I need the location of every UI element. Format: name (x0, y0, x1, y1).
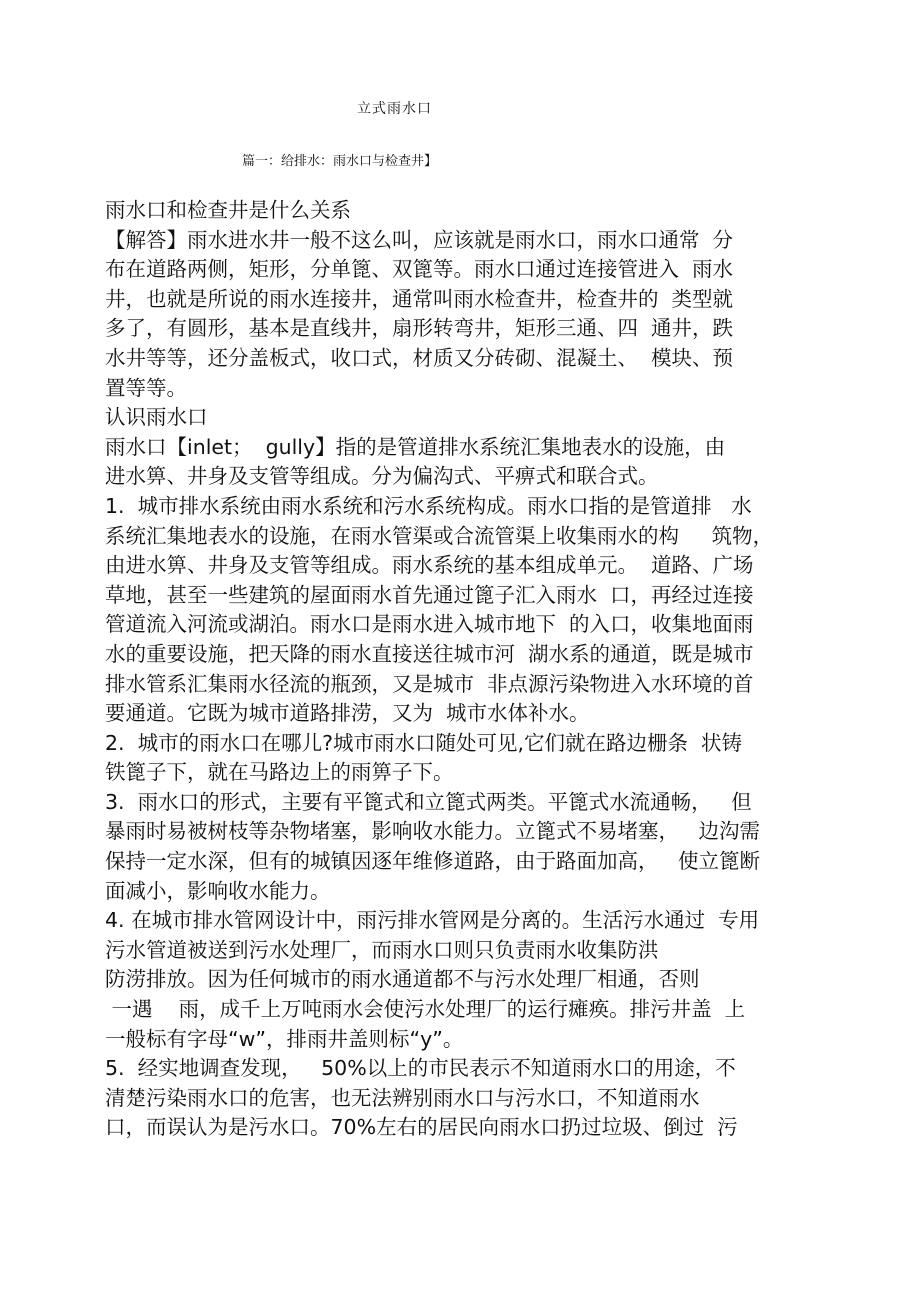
body-line: 草地，甚至一些建筑的屋面雨水首先通过篦子汇入雨水 口，再经过连接 (105, 582, 754, 607)
body-line: 防涝排放。因为任何城市的雨水通道都不与污水处理厂相通，否则 (105, 967, 700, 992)
section-heading: 认识雨水口 (105, 405, 208, 430)
body-line: 雨水口【inlet； gully】指的是管道排水系统汇集地表水的设施，由 (105, 434, 726, 459)
body-line: 暴雨时易被树枝等杂物堵塞，影响收水能力。立篦式不易堵塞， 边沟需 (105, 819, 761, 844)
body-line: 清楚污染雨水口的危害，也无法辨别雨水口与污水口，不知道雨水 (105, 1085, 700, 1110)
document-subtitle: 篇一：给排水：雨水口与检查井】 (242, 154, 438, 169)
numbered-line: 3. 雨水口的形式，主要有平篦式和立篦式两类。平篦式水流通畅， 但 (105, 789, 752, 814)
body-line: 一遇 雨，成千上万吨雨水会使污水处理厂的运行瘫痪。排污井盖 上 (105, 997, 746, 1022)
body-line: 一般标有字母“w”，排雨井盖则标“y”。 (105, 1026, 464, 1051)
body-line: 口，而误认为是污水口。70%左右的居民向雨水口扔过垃圾、倒过 污 (105, 1115, 738, 1140)
body-line: 铁篦子下，就在马路边上的雨箅子下。 (105, 760, 454, 785)
body-line: 置等等。 (105, 375, 187, 400)
body-line: 污水管道被送到污水处理厂，而雨水口则只负责雨水收集防洪 (105, 937, 659, 962)
document-title: 立式雨水口 (357, 101, 432, 117)
body-line: 由进水箅、井身及支管等组成。雨水系统的基本组成单元。 道路、广场 (105, 553, 754, 578)
numbered-line: 2. 城市的雨水口在哪儿?城市雨水口随处可见,它们就在路边栅条 状铸 (105, 730, 743, 755)
body-line: 进水箅、井身及支管等组成。分为偏沟式、平痹式和联合式。 (105, 464, 659, 489)
body-line: 水的重要设施，把天降的雨水直接送往城市河 湖水系的通道，既是城市 (105, 641, 754, 666)
body-line: 井，也就是所说的雨水连接井，通常叫雨水检查井，检查井的 类型就 (105, 286, 734, 311)
body-line: 排水管系汇集雨水径流的瓶颈，又是城市 非点源污染物进入水环境的首 (105, 671, 754, 696)
body-line: 要通道。它既为城市道路排涝，又为 城市水体补水。 (105, 701, 590, 726)
numbered-line: 5. 经实地调查发现， 50%以上的市民表示不知道雨水口的用途，不 (105, 1056, 736, 1081)
body-line: 水井等等，还分盖板式，收口式，材质又分砖砌、混凝土、 模块、预 (105, 345, 734, 370)
body-line: 多了，有圆形，基本是直线井，扇形转弯井，矩形三通、四 通井，跌 (105, 316, 734, 341)
body-line: 系统汇集地表水的设施，在雨水管渠或合流管渠上收集雨水的构 筑物， (105, 523, 774, 548)
section-heading: 雨水口和检查井是什么关系 (105, 198, 351, 222)
numbered-line: 1. 城市排水系统由雨水系统和污水系统构成。雨水口指的是管道排 水 (105, 493, 752, 518)
document-body (105, 196, 835, 1143)
body-line: 【解答】雨水进水井一般不这么叫，应该就是雨水口，雨水口通常 分 (105, 227, 734, 252)
body-line: 管道流入河流或湖泊。雨水口是雨水进入城市地下 的入口，收集地面雨 (105, 612, 754, 637)
numbered-line: 4. 在城市排水管网设计中，雨污排水管网是分离的。生活污水通过 专用 (105, 908, 760, 933)
body-line: 保持一定水深，但有的城镇因逐年维修道路，由于路面加高， 使立篦断 (105, 849, 761, 874)
body-line: 布在道路两侧，矩形，分单篦、双篦等。雨水口通过连接管进入 雨水 (105, 257, 734, 282)
body-line: 面减小，影响收水能力。 (105, 878, 331, 903)
